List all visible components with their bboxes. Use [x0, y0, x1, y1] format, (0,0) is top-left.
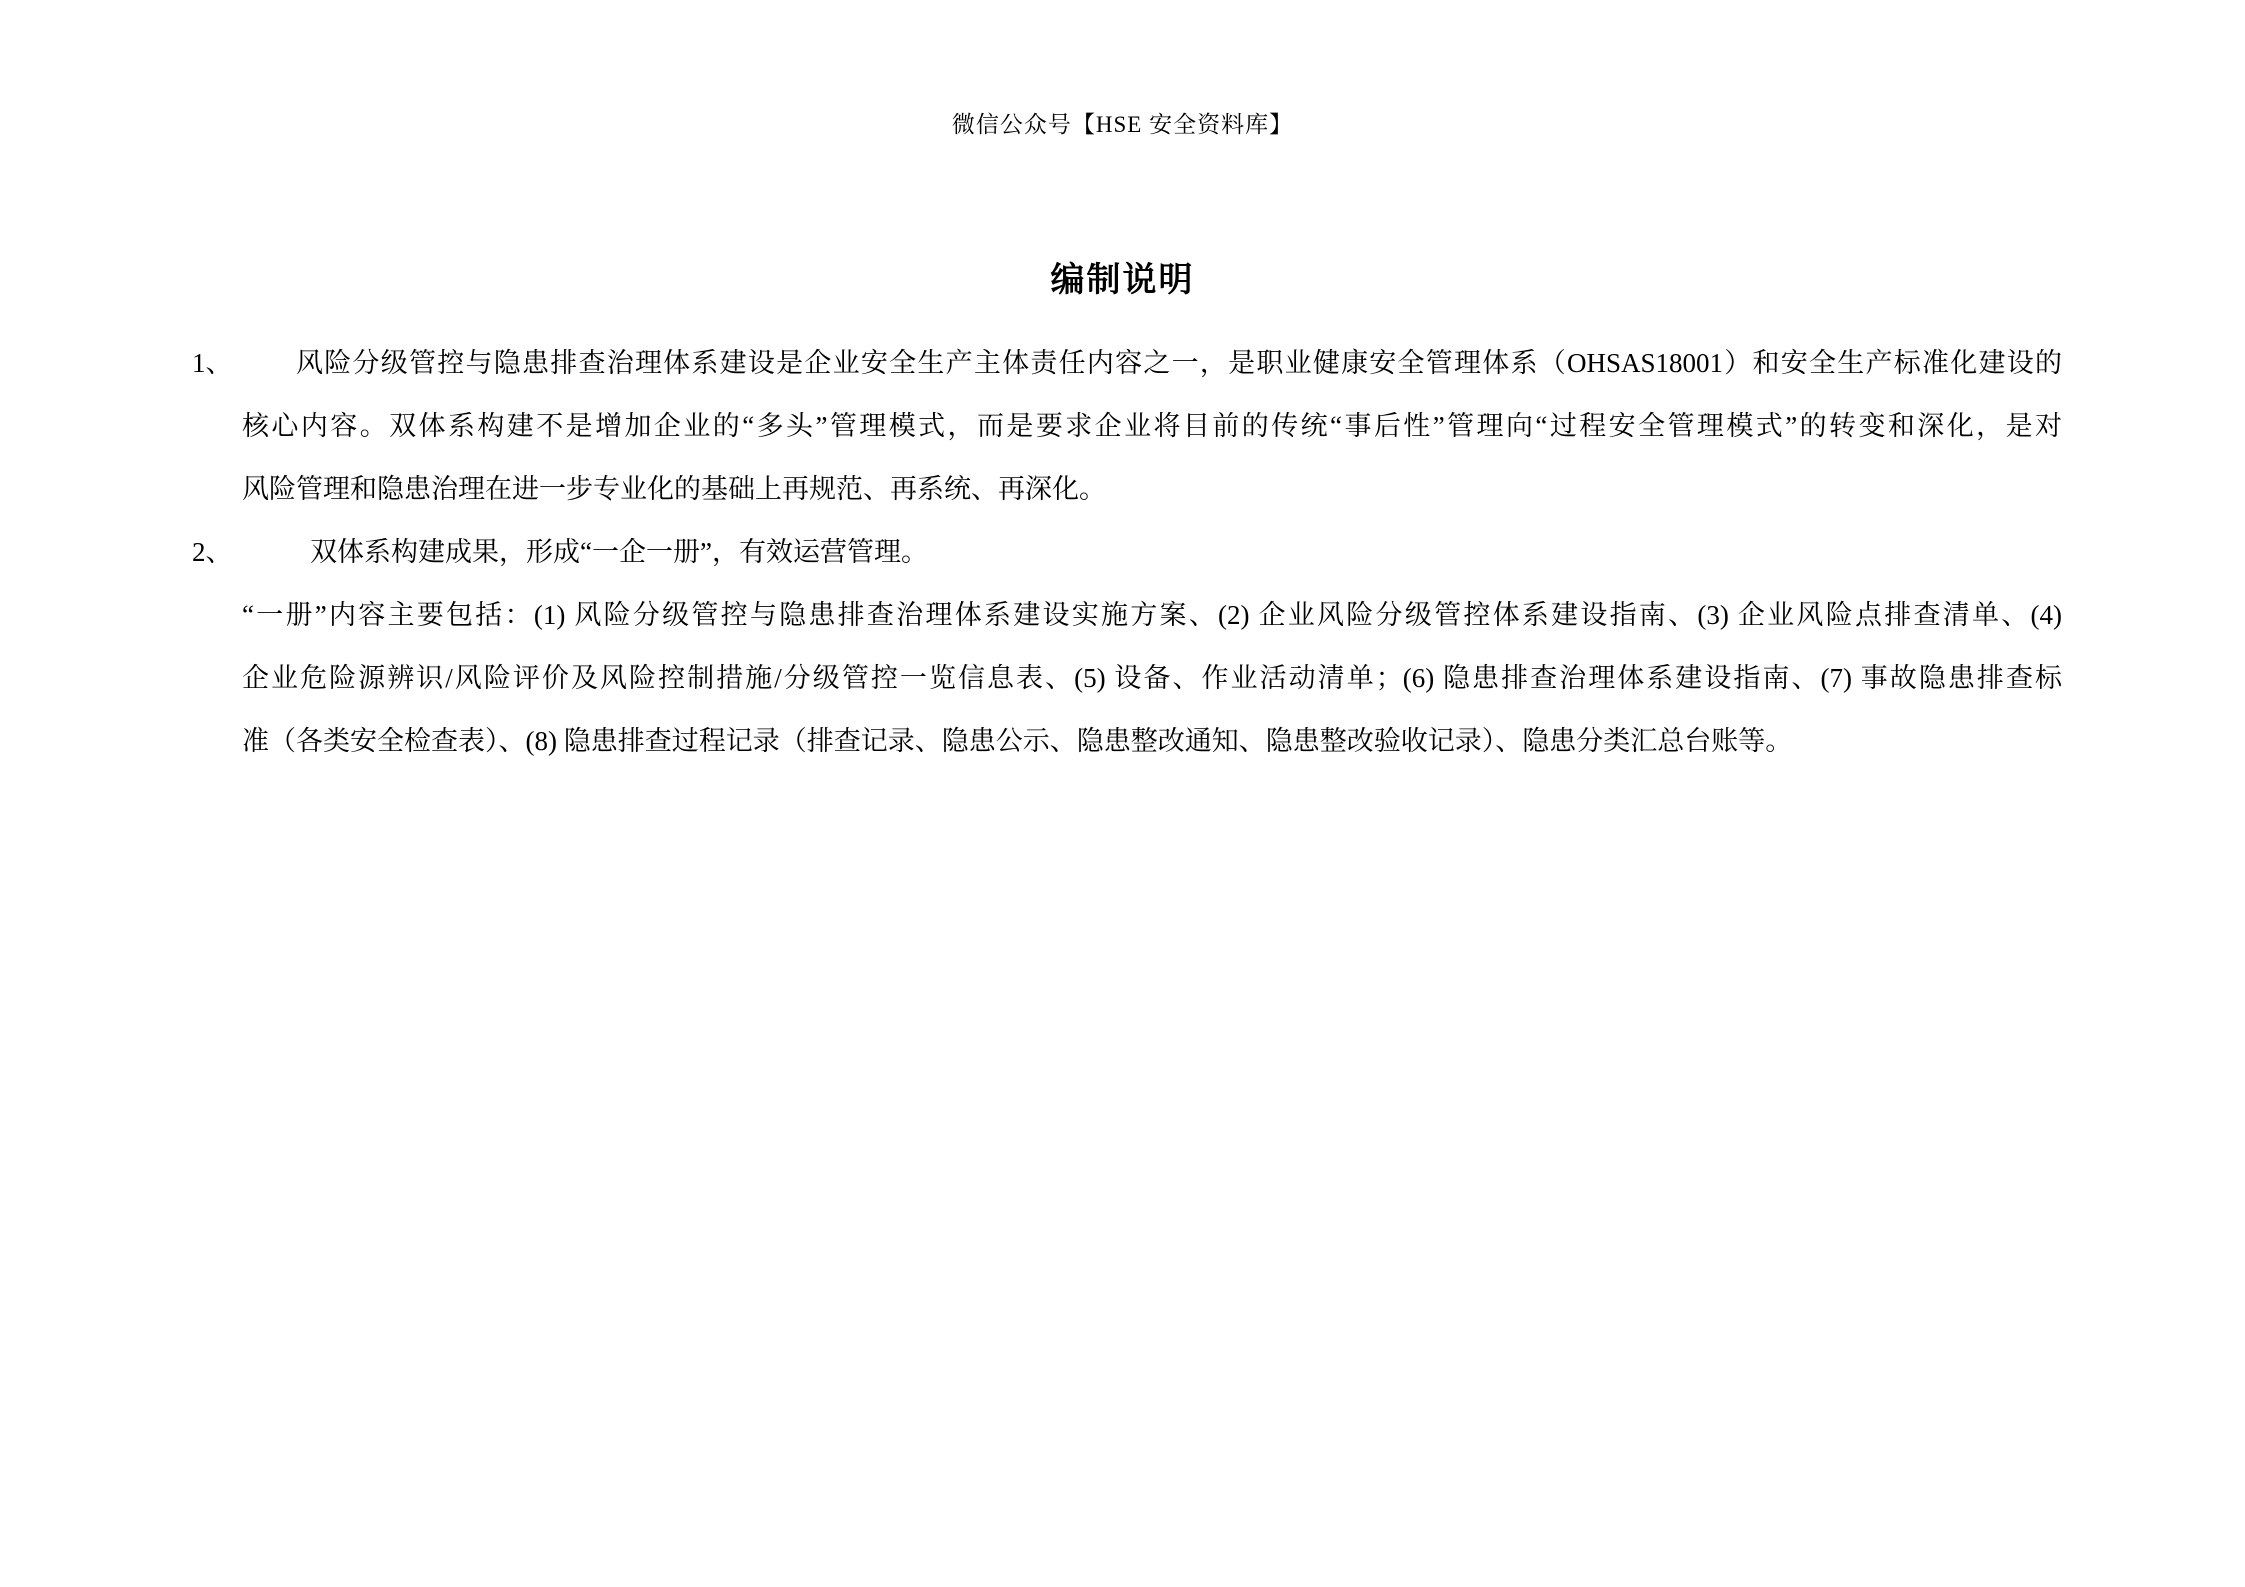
document-body: [192, 332, 2062, 773]
paragraph-line: 风险分级管控与隐患排查治理体系建设是企业安全生产主体责任内容之一，是职业健康安全管理体系（OHSAS18001）和安全生产标准化建设的: [296, 348, 2062, 378]
document-title: 编制说明: [1050, 260, 1195, 300]
list-item-number: 2、: [192, 537, 233, 567]
paragraph-line: 准（各类安全检查表）、(8) 隐患排查过程记录（排查记录、隐患公示、隐患整改通知、隐患整改验收记录）、隐患分类汇总台账等。: [242, 726, 1793, 756]
list-item-2: [192, 521, 2062, 584]
paragraph-line: 企业危险源辨识/风险评价及风险控制措施/分级管控一览信息表、(5) 设备、作业活动清单；(6) 隐患排查治理体系建设指南、(7) 事故隐患排查标: [242, 663, 2062, 693]
page-header: 微信公众号【HSE 安全资料库】: [951, 112, 1294, 137]
list-item-1: [192, 332, 2062, 521]
paragraph-line: 核心内容。双体系构建不是增加企业的“多头”管理模式，而是要求企业将目前的传统“事后性”管理向“过程安全管理模式”的转变和深化，是对: [242, 411, 2062, 441]
paragraph-line: 风险管理和隐患治理在进一步专业化的基础上再规范、再系统、再深化。: [242, 474, 1106, 504]
list-item-number: 1、: [192, 348, 233, 378]
paragraph-line: “一册”内容主要包括：(1) 风险分级管控与隐患排查治理体系建设实施方案、(2) 企业风险分级管控体系建设指南、(3) 企业风险点排查清单、(4): [242, 600, 2062, 630]
paragraph-line: 双体系构建成果，形成“一企一册”，有效运营管理。: [310, 537, 928, 567]
contents-paragraph: [192, 584, 2062, 773]
